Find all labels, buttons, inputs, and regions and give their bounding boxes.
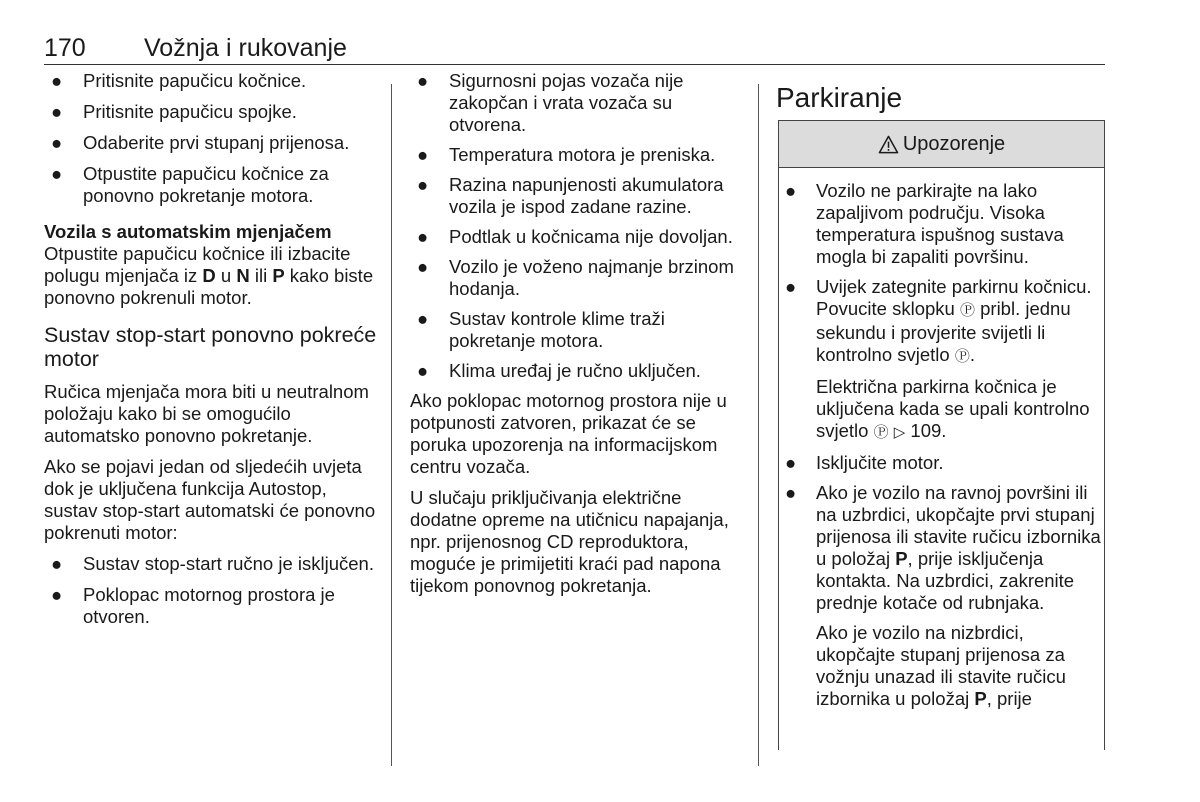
bullet-icon: ●	[51, 163, 63, 184]
list-item: ● Sigurnosni pojas vozača nije zakopčan i vrata vozača su otvorena.	[417, 70, 684, 135]
bullet-list	[779, 452, 1104, 614]
bullet-icon: ●	[51, 132, 63, 153]
section-title: Parkiranje	[776, 82, 903, 113]
automatic-transmission-text: Otpustite papučicu kočnice ili izbacite polugu mjenjača iz D u N ili P kako biste ponovno pokrenuli motor.	[44, 243, 374, 308]
page-number: 170	[44, 34, 86, 62]
warning-header	[778, 120, 1105, 168]
list-item: ● Temperatura motora je preniska.	[417, 144, 716, 165]
parking-brake-icon: Ⓟ	[873, 424, 889, 441]
column-divider	[758, 84, 759, 766]
paragraph: Ručica mjenjača mora biti u neutralnom položaju kako bi se omogućilo automatsko ponovno pokretanje.	[44, 381, 369, 446]
paragraph: Električna parkirna kočnica je uključena kada se upali kontrolno svjetlo Ⓟ ▷ 109.	[816, 376, 1090, 441]
page-title: Vožnja i rukovanje	[144, 34, 347, 62]
list-item: ● Vozilo ne parkirajte na lako zapaljivom području. Visoka temperatura ispušnog sustava mogla bi zapaliti površinu.	[785, 180, 1064, 267]
bullet-icon: ●	[51, 553, 63, 574]
list-item: ● Podtlak u kočnicama nije dovoljan.	[417, 226, 733, 247]
warning-title: Upozorenje	[902, 132, 1006, 155]
bullet-icon: ●	[417, 144, 429, 165]
parking-brake-icon: Ⓟ	[954, 348, 970, 365]
bullet-icon: ●	[417, 360, 429, 381]
bullet-icon: ●	[51, 584, 63, 605]
list-item: ● Odaberite prvi stupanj prijenosa.	[51, 132, 350, 153]
list-item: ● Klima uređaj je ručno uključen.	[417, 360, 701, 381]
paragraph: Ako poklopac motornog prostora nije u potpunosti zatvoren, prikazat će se poruka upozorenja na informacijskom centru vozača.	[410, 390, 727, 477]
bullet-list	[410, 70, 745, 382]
subsection-heading: Sustav stop-start ponovno pokreće motor	[44, 323, 377, 371]
bullet-icon: ●	[785, 276, 797, 297]
column-right	[778, 70, 1105, 750]
bullet-list	[44, 70, 379, 207]
bullet-icon: ●	[785, 452, 797, 473]
warning-body	[778, 168, 1105, 750]
page-reference-arrow-icon: ▷	[893, 424, 906, 441]
paragraph: U slučaju priključivanja električne dodatne opreme na utičnicu napajanja, npr. prijenosnog CD reproduktora, moguće je primijetiti kraći pad napona tijekom ponovnog pokretanja.	[410, 487, 729, 596]
column-middle	[410, 70, 745, 606]
list-item: ● Vozilo je voženo najmanje brzinom hodanja.	[417, 256, 734, 299]
bullet-icon: ●	[417, 70, 429, 91]
warning-box	[778, 120, 1105, 750]
list-item: ● Isključite motor.	[785, 452, 944, 473]
bullet-icon: ●	[417, 256, 429, 277]
list-item: ● Sustav kontrole klime traži pokretanje motora.	[417, 308, 665, 351]
bullet-icon: ●	[51, 70, 63, 91]
bullet-icon: ●	[417, 226, 429, 247]
paragraph: Ako je vozilo na nizbrdici, ukopčajte stupanj prijenosa za vožnju unazad ili stavite ručicu izbornika u položaj P, prije	[816, 622, 1066, 709]
warning-triangle-icon	[878, 135, 899, 154]
parking-brake-icon: Ⓟ	[959, 302, 975, 319]
list-item: ● Otpustite papučicu kočnice za ponovno pokretanje motora.	[51, 163, 329, 206]
bullet-icon: ●	[785, 180, 797, 201]
list-item: ● Uvijek zategnite parkirnu kočnicu. Povucite sklopku Ⓟ pribl. jednu sekundu i provjerite svijetli li kontrolno svjetlo Ⓟ.	[785, 276, 1092, 365]
column-left	[44, 70, 379, 637]
bullet-icon: ●	[51, 101, 63, 122]
column-divider	[391, 84, 392, 766]
bullet-list	[779, 180, 1104, 368]
list-item: ● Pritisnite papučicu spojke.	[51, 101, 297, 122]
list-item: ● Sustav stop-start ručno je isključen.	[51, 553, 374, 574]
paragraph: Ako se pojavi jedan od sljedećih uvjeta dok je uključena funkcija Autostop, sustav stop-start automatski će ponovno pokrenuti motor:	[44, 456, 376, 543]
bullet-icon: ●	[785, 482, 797, 503]
bullet-icon: ●	[417, 308, 429, 329]
header-rule	[44, 64, 1105, 65]
list-item: ● Poklopac motornog prostora je otvoren.	[51, 584, 335, 627]
bullet-icon: ●	[417, 174, 429, 195]
automatic-transmission-heading: Vozila s automatskim mjenjačem	[44, 221, 332, 242]
list-item: ● Ako je vozilo na ravnoj površini ili na uzbrdici, ukopčajte prvi stupanj prijenosa ili stavite ručicu izbornika u položaj P, prije isključenja kontakta. Na uzbrdici, zakrenite prednje kotače od rubnjaka.	[785, 482, 1101, 613]
list-item: ● Razina napunjenosti akumulatora vozila je ispod zadane razine.	[417, 174, 724, 217]
bullet-list	[44, 553, 379, 628]
list-item: ● Pritisnite papučicu kočnice.	[51, 70, 307, 91]
